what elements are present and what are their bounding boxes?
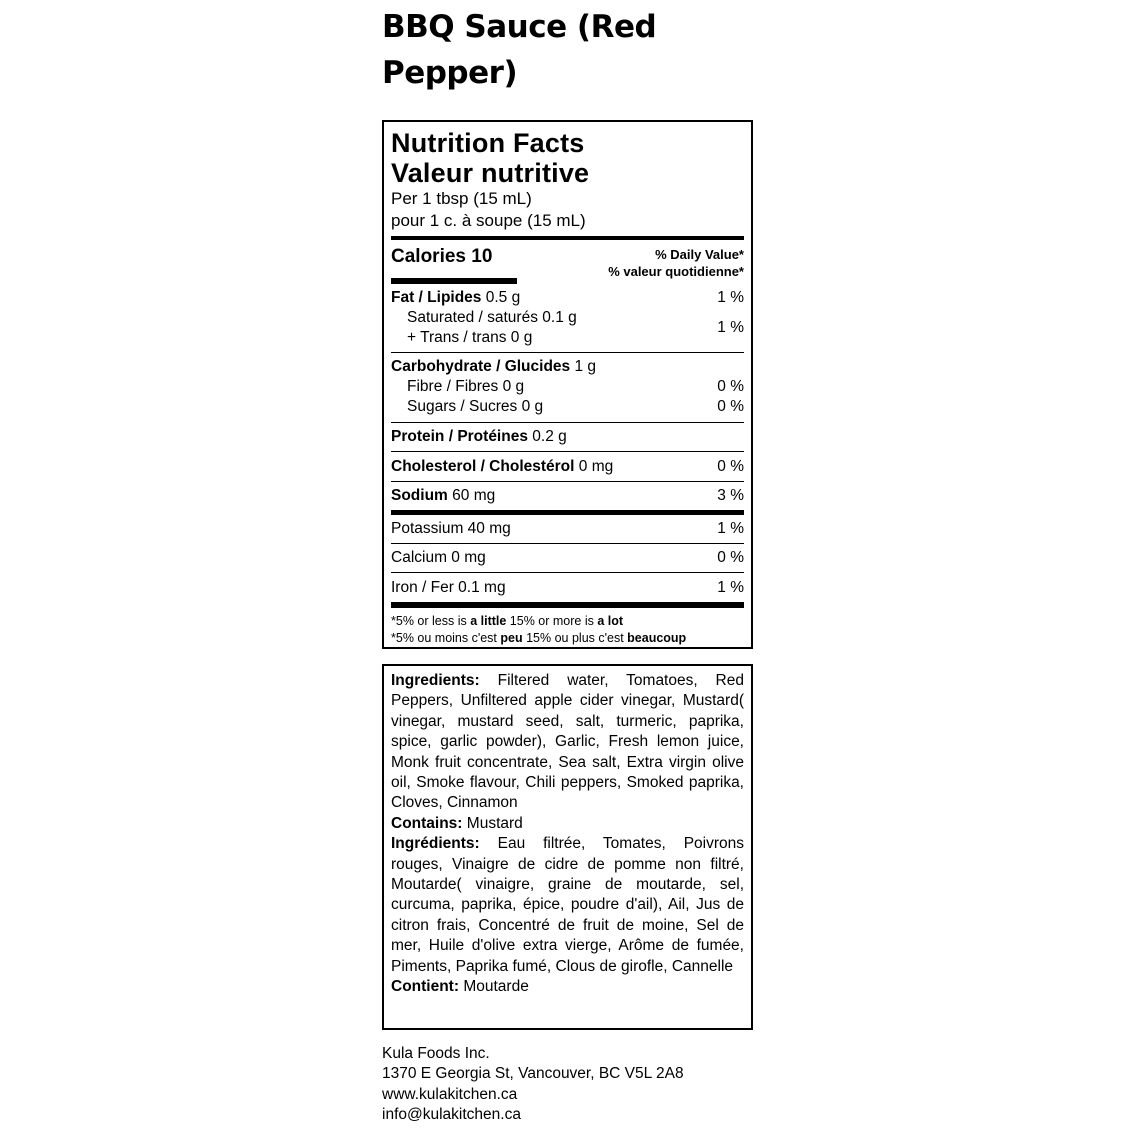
daily-value-header [608,246,744,280]
company-info [382,1044,684,1126]
contains-text: Mustard [466,814,523,832]
ingredients-fr [391,834,744,977]
sodium-pct: 3 % [717,487,744,504]
carb-amount: 1 g [574,358,597,375]
iron-label: Iron / Fer 0.1 mg [391,578,506,596]
contient-text: Moutarde [463,978,529,996]
iron-row [391,573,744,602]
cholesterol-amount: 0 mg [578,457,614,475]
footnote-fr [391,630,744,647]
footnote-en [391,613,744,630]
company-name: Kula Foods Inc. [382,1045,490,1062]
dv-fr: % valeur quotidienne* [608,264,744,279]
calories [391,246,492,268]
protein-label: Protein / Protéines [391,428,528,445]
calories-label: Calories [391,246,466,267]
calcium-label: Calcium 0 mg [391,549,486,566]
ingredients-en [391,671,744,814]
cholesterol-label: Cholesterol / Cholestérol [391,457,575,475]
footnote-fr-c: 15% ou plus c'est [522,631,628,645]
cholesterol-row [391,452,744,481]
calories-value: 10 [471,246,493,267]
trans-label: + Trans / trans 0 g [407,329,533,346]
protein-amount: 0.2 g [532,428,567,445]
saturated-label: Saturated / saturés 0.1 g [407,309,577,326]
fibre-row [391,377,744,397]
carb-label: Carbohydrate / Glucides [391,358,571,375]
calories-bar [391,278,517,284]
sugars-label: Sugars / Sucres 0 g [407,398,544,415]
product-title: BBQ Sauce (Red Pepper) [382,9,657,91]
sodium-label: Sodium [391,487,448,504]
footnote-en-a: *5% or less is [391,614,471,628]
fibre-label: Fibre / Fibres 0 g [407,378,525,395]
calcium-row [391,544,744,572]
footnote-en-c: 15% or more is [506,614,598,628]
divider-thick [391,602,744,608]
serving-size [391,188,744,232]
potassium-label: Potassium 40 mg [391,520,511,537]
footnote-en-d: a lot [597,614,624,628]
iron-pct: 1 % [717,578,744,596]
heading-en: Nutrition Facts [391,128,585,158]
footnote-fr-a: *5% ou moins c'est [391,631,501,645]
sugars-pct: 0 % [717,398,744,415]
fat-pct: 1 % [717,289,744,306]
sodium-row [391,482,744,510]
fibre-pct: 0 % [717,378,744,395]
calcium-pct: 0 % [717,549,744,566]
sat-trans-row [391,307,744,349]
contient-label: Contient: [391,978,460,996]
contains-label: Contains: [391,814,463,832]
protein-row [391,423,744,451]
footnote-fr-d: beaucoup [627,631,687,645]
ingredients-panel [382,664,753,1030]
sodium-amount: 60 mg [452,487,496,504]
cholesterol-pct: 0 % [717,457,744,475]
potassium-pct: 1 % [717,520,744,537]
company-address: 1370 E Georgia St, Vancouver, BC V5L 2A8 [382,1065,684,1083]
contains-en [391,814,744,834]
serving-fr: pour 1 c. à soupe (15 mL) [391,211,586,230]
fat-label: Fat / Lipides [391,289,482,306]
ingredients-fr-label: Ingrédients: [391,835,480,853]
fat-amount: 0.5 g [485,289,521,306]
nutrition-heading [391,128,744,188]
serving-en: Per 1 tbsp (15 mL) [391,189,532,208]
ingredients-en-text: Filtered water, Tomatoes, Red Peppers, Unfiltered apple cider vinegar, Mustard( vinegar, mustard seed, salt, turmeric, paprika, spice, garlic powder), Garlic, Fresh lemon juice, Monk fruit concentrate, Sea salt, Extra virgin olive oil, Smoke flavour, Chili peppers, Smoked paprika, Cloves, Cinnamon [391,672,744,812]
sugars-row [391,397,744,417]
ingredients-en-label: Ingredients: [391,672,480,689]
heading-fr: Valeur nutritive [391,158,590,188]
company-email: info@kulakitchen.ca [382,1106,521,1124]
company-website: www.kulakitchen.ca [382,1085,518,1103]
footnote-en-b: a little [470,614,507,628]
sat-trans-pct: 1 % [717,319,744,336]
ingredients-fr-text: Eau filtrée, Tomates, Poivrons rouges, Vinaigre de cidre de pomme non filtré, Moutarde( vinaigre, graine de moutarde, sel, curcuma, paprika, épice, poudre d'ail), Ail, Jus de citron frais, Concentré de fruit de moine, Sel de mer, Huile d'olive extra vierge, Arôme de fumée, Piments, Paprika fumé, Clous de girofle, Cannelle [391,835,744,975]
potassium-row [391,515,744,543]
calories-row [391,240,744,284]
dv-en: % Daily Value* [655,247,744,262]
contient-fr [391,977,744,997]
footnote-fr-b: peu [500,631,523,645]
nutrition-facts-panel [382,120,753,649]
